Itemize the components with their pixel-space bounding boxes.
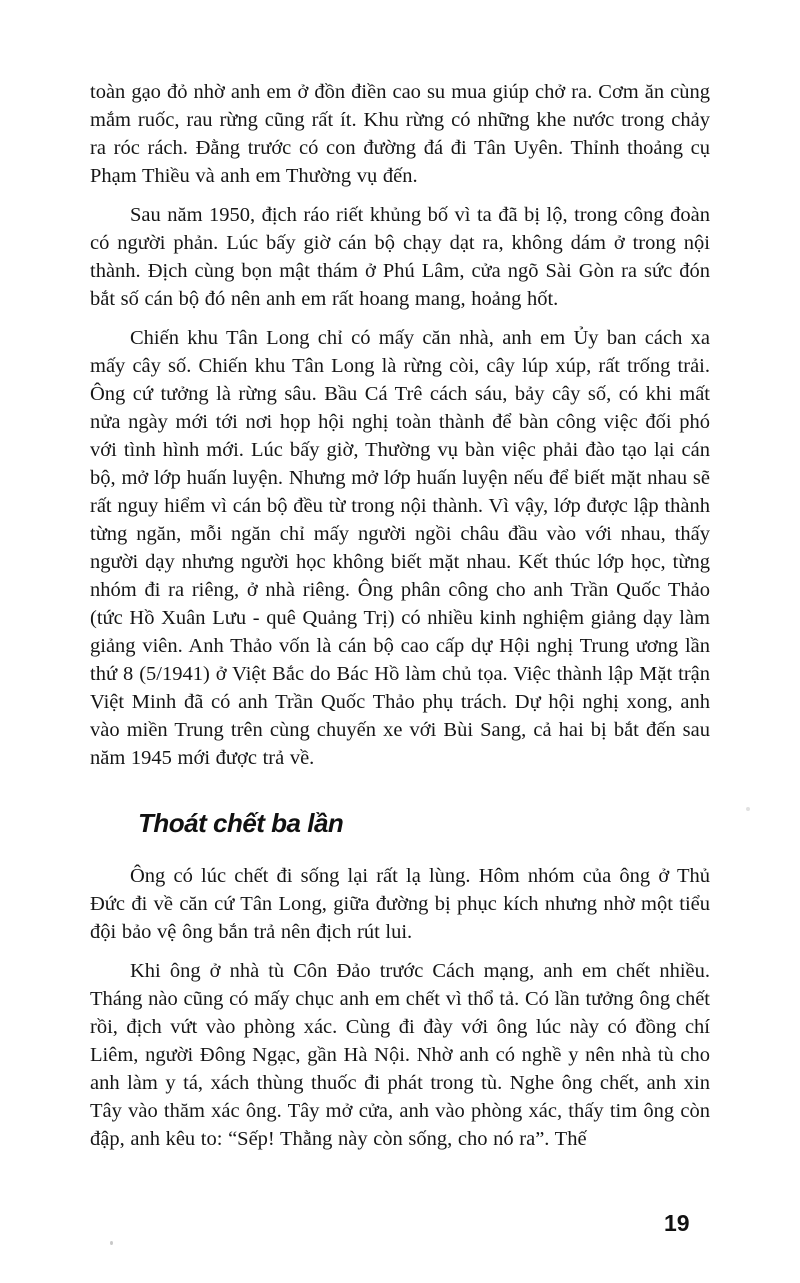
paragraph: Ông có lúc chết đi sống lại rất lạ lùng. Hôm nhóm của ông ở Thủ Đức đi về căn cứ Tân Long, giữa đường bị phục kích nhưng nhờ một tiểu đội bảo vệ ông bắn trả nên địch rút lui.: [90, 865, 710, 943]
scan-speck: [110, 1241, 113, 1245]
paragraph-continuation: toàn gạo đỏ nhờ anh em ở đồn điền cao su mua giúp chở ra. Cơm ăn cùng mắm ruốc, rau rừng cũng rất ít. Khu rừng có những khe nước trong chảy ra róc rách. Đằng trước có con đường đá đi Tân Uyên. Thỉnh thoảng cụ Phạm Thiều và anh em Thường vụ đến.: [90, 81, 710, 187]
paragraph: Sau năm 1950, địch ráo riết khủng bố vì ta đã bị lộ, trong công đoàn có người phản. Lúc bấy giờ cán bộ chạy dạt ra, không dám ở trong nội thành. Địch cùng bọn mật thám ở Phú Lâm, cửa ngõ Sài Gòn ra sức đón bắt số cán bộ đó nên anh em rất hoang mang, hoảng hốt.: [90, 204, 710, 310]
section-heading: Thoát chết ba lần: [138, 808, 344, 838]
text-column: [90, 78, 710, 1164]
scan-speck: [746, 807, 750, 811]
paragraph: Chiến khu Tân Long chỉ có mấy căn nhà, anh em Ủy ban cách xa mấy cây số. Chiến khu Tân Long là rừng còi, cây lúp xúp, rất trống trải. Ông cứ tưởng là rừng sâu. Bầu Cá Trê cách sáu, bảy cây số, có khi mất nửa ngày mới tới nơi họp hội nghị toàn thành để bàn công việc đối phó với tình hình mới. Lúc bấy giờ, Thường vụ bàn việc phải đào tạo lại cán bộ, mở lớp huấn luyện. Nhưng mở lớp huấn luyện nếu để biết mặt nhau sẽ rất nguy hiểm vì cán bộ đều từ trong nội thành. Vì vậy, lớp được lập thành từng ngăn, mỗi ngăn chỉ mấy người ngồi châu đầu vào với nhau, thấy người dạy nhưng người học không biết mặt nhau. Kết thúc lớp học, từng nhóm đi ra riêng, ở nhà riêng. Ông phân công cho anh Trần Quốc Thảo (tức Hồ Xuân Lưu - quê Quảng Trị) có nhiều kinh nghiệm giảng dạy làm giảng viên. Anh Thảo vốn là cán bộ cao cấp dự Hội nghị Trung ương lần thứ 8 (5/1941) ở Việt Bắc do Bác Hồ làm chủ tọa. Việc thành lập Mặt trận Việt Minh đã có anh Trần Quốc Thảo phụ trách. Dự hội nghị xong, anh vào miền Trung trên cùng chuyến xe với Bùi Sang, cả hai bị bắt đến sau năm 1945 mới được trả về.: [90, 327, 710, 769]
page-number: 19: [664, 1210, 690, 1236]
paragraph: Khi ông ở nhà tù Côn Đảo trước Cách mạng, anh em chết nhiều. Tháng nào cũng có mấy chục anh em chết vì thổ tả. Có lần tưởng ông chết rồi, địch vứt vào phòng xác. Cùng đi đày với ông lúc này có đồng chí Liêm, người Đông Ngạc, gần Hà Nội. Nhờ anh có nghề y nên nhà tù cho anh làm y tá, xách thùng thuốc đi phát trong tù. Nghe ông chết, anh xin Tây vào thăm xác ông. Tây mở cửa, anh vào phòng xác, thấy tim ông còn đập, anh kêu to: “Sếp! Thằng này còn sống, cho nó ra”. Thế: [90, 960, 710, 1150]
